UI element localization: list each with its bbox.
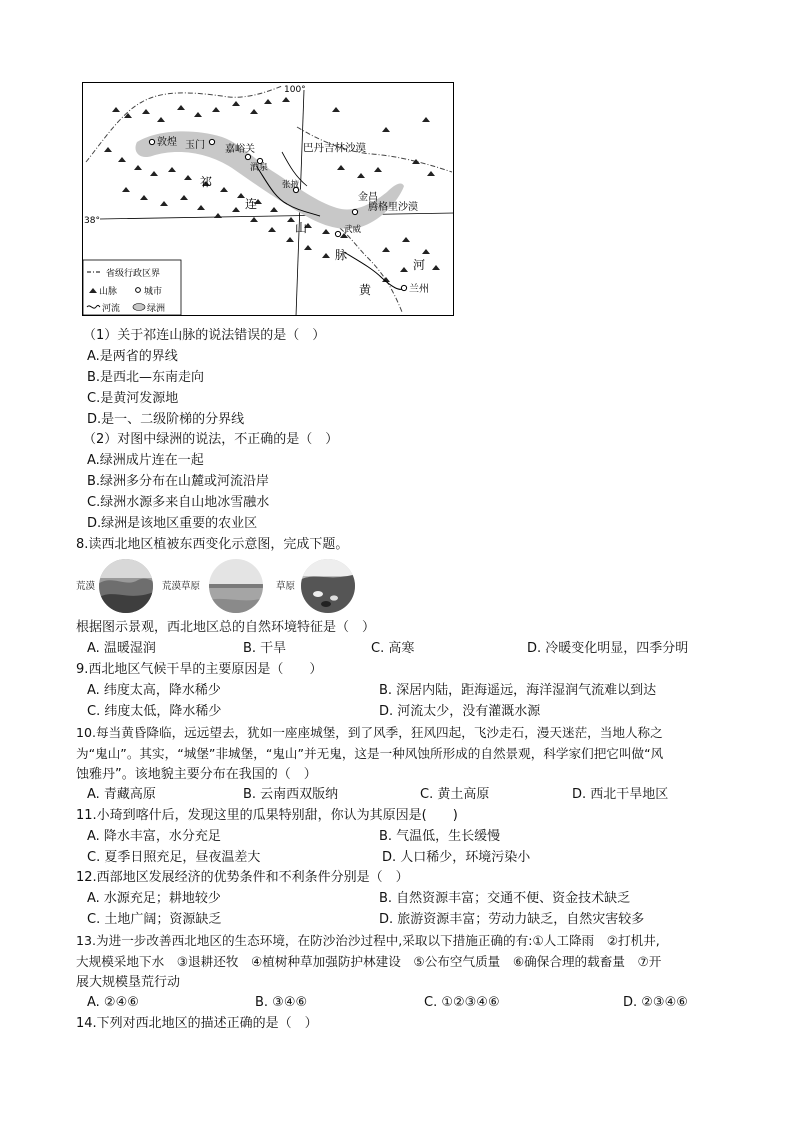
mountain-char-4: 脉 (335, 248, 348, 262)
q7-part2-option-a: A.绿洲成片连在一起 (87, 453, 204, 468)
q10-option-b: B. 云南西双版纳 (243, 787, 339, 802)
q12-option-a: A. 水源充足；耕地较少 (87, 891, 221, 906)
image-label-steppe: 草原 (276, 581, 296, 592)
q10-line-2: 为“鬼山”。其实，“城堡”非城堡，“鬼山”并无鬼，这是一种风蚀所形成的自然景观，科学家们把它叫做“风 (76, 746, 664, 761)
mountain-char-3: 山 (295, 221, 308, 235)
q14-stem: 14.下列对西北地区的描述正确的是（ ） (76, 1016, 318, 1031)
q7-part2-stem: （2）对图中绿洲的说法，不正确的是（ ） (83, 432, 339, 447)
city-wuwei: 武威 (344, 225, 362, 235)
svg-text:城市: 城市 (144, 287, 163, 297)
q12-option-c: C. 土地广阔；资源缺乏 (87, 912, 222, 927)
q7-part1-option-c: C.是黄河发源地 (87, 391, 179, 406)
q12-option-b: B. 自然资源丰富；交通不便、资金技术缺乏 (379, 891, 631, 906)
q7-part2-option-c: C.绿洲水源多来自山地冰雪融水 (87, 495, 270, 510)
q13-line-3: 展大规模垦荒行动 (76, 975, 181, 990)
svg-text:河流: 河流 (102, 304, 121, 314)
q7-part2-option-d: D.绿洲是该地区重要的农业区 (87, 516, 258, 531)
northwest-oasis-map (82, 82, 454, 316)
q8-option-d: D. 冷暖变化明显，四季分明 (527, 641, 689, 656)
q7-part2-option-b: B.绿洲多分布在山麓或河流沿岸 (87, 474, 270, 489)
mountain-char-2: 连 (245, 197, 258, 211)
q13-line-2: 大规模采地下水 ③退耕还牧 ④植树种草加强防护林建设 ⑤公布空气质量 ⑥确保合理的载畜量 ⑦开 (76, 954, 662, 969)
city-lanzhou: 兰州 (409, 284, 429, 295)
vegetation-strip (76, 558, 360, 614)
q12-stem: 12.西部地区发展经济的优势条件和不利条件分别是（ ） (76, 870, 409, 885)
q11-option-c: C. 夏季日照充足，昼夜温差大 (87, 850, 261, 865)
svg-text:绿洲: 绿洲 (147, 304, 166, 314)
city-zhangye: 张掖 (282, 180, 300, 190)
image-label-desert-steppe: 荒漠草原 (162, 581, 201, 592)
desert-photo (98, 558, 154, 614)
q8-option-b: B. 干旱 (243, 641, 287, 656)
q13-option-d: D. ②③④⑥ (623, 995, 688, 1010)
q9-option-b: B. 深居内陆，距海遥远，海洋湿润气流难以到达 (379, 683, 657, 698)
q8-option-c: C. 高寒 (371, 641, 415, 656)
q11-stem: 11.小琦到喀什后，发现这里的瓜果特别甜，你认为其原因是( ) (76, 808, 458, 823)
steppe-photo (300, 558, 356, 614)
mountain-char-1: 祁 (200, 175, 213, 189)
q11-option-a: A. 降水丰富，水分充足 (87, 829, 221, 844)
q9-option-d: D. 河流太少，没有灌溉水源 (379, 704, 541, 719)
q11-option-b: B. 气温低，生长缓慢 (379, 829, 501, 844)
q7-part1-stem: （1）关于祁连山脉的说法错误的是（ ） (83, 328, 326, 343)
q10-line-3: 蚀雅丹”。该地貌主要分布在我国的（ ） (76, 767, 317, 782)
river-char-2: 河 (413, 258, 426, 272)
q9-stem: 9.西北地区气候干旱的主要原因是（ ） (76, 662, 323, 677)
badain-desert-label: 巴丹吉林沙漠 (303, 142, 366, 154)
tengger-desert-label: 腾格里沙漠 (368, 202, 418, 213)
city-dunhuang: 敦煌 (157, 137, 177, 148)
river-char-1: 黄 (359, 283, 372, 297)
q7-part1-option-b: B.是西北—东南走向 (87, 370, 205, 385)
lat-label: 38° (84, 216, 100, 226)
q9-option-a: A. 纬度太高，降水稀少 (87, 683, 221, 698)
city-jiayuguan: 嘉峪关 (225, 144, 255, 155)
q13-option-c: C. ①②③④⑥ (424, 995, 500, 1010)
q11-option-d: D. 人口稀少，环境污染小 (382, 850, 531, 865)
q10-option-c: C. 黄土高原 (420, 787, 490, 802)
svg-text:山脉: 山脉 (99, 287, 118, 297)
lon-label: 100° (284, 85, 306, 95)
q13-line-1: 13.为进一步改善西北地区的生态环境，在防沙治沙过程中,采取以下措施正确的有:①人工降雨 ②打机井, (76, 933, 660, 948)
city-jinchang: 金昌 (358, 192, 378, 203)
q8-sub-question: 根据图示景观，西北地区总的自然环境特征是（ ） (76, 620, 376, 635)
desert-steppe-photo (208, 558, 264, 614)
q8-option-a: A. 温暖湿润 (87, 641, 156, 656)
city-jiuquan: 酒泉 (250, 163, 269, 173)
q7-part1-option-a: A.是两省的界线 (87, 349, 178, 364)
q13-option-b: B. ③④⑥ (255, 995, 308, 1010)
q10-line-1: 10.每当黄昏降临，远远望去，犹如一座座城堡，到了风季，狂风四起，飞沙走石，漫天迷茫，当地人称之 (76, 725, 663, 740)
svg-text:省级行政区界: 省级行政区界 (106, 269, 161, 279)
city-yumen: 玉门 (185, 140, 205, 151)
q9-option-c: C. 纬度太低，降水稀少 (87, 704, 222, 719)
q13-option-a: A. ②④⑥ (87, 995, 139, 1010)
map-legend (83, 260, 181, 315)
image-label-desert: 荒漠 (76, 581, 96, 592)
q10-option-a: A. 青藏高原 (87, 787, 156, 802)
q10-option-d: D. 西北干旱地区 (572, 787, 669, 802)
q8-stem: 8.读西北地区植被东西变化示意图，完成下题。 (76, 537, 349, 552)
q7-part1-option-d: D.是一、二级阶梯的分界线 (87, 412, 245, 427)
q12-option-d: D. 旅游资源丰富；劳动力缺乏，自然灾害较多 (379, 912, 645, 927)
